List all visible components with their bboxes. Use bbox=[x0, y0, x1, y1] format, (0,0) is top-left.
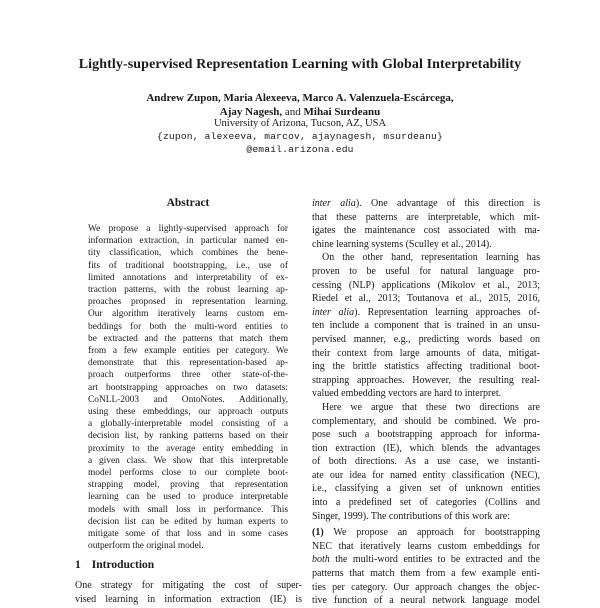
text-line: from a few example entities per category. We bbox=[88, 346, 288, 357]
text-line: decision list can be edited by human experts to bbox=[88, 516, 288, 527]
text-line: inter alia). One advantage of this direction is bbox=[312, 198, 540, 209]
text-line: One strategy for mitigating the cost of super- bbox=[75, 580, 302, 592]
text-line: cessing (NLP) applications (Mikolov et al., 2013; bbox=[312, 279, 540, 291]
text-line: be extracted and the patterns that match them bbox=[88, 333, 288, 344]
paragraph bbox=[312, 401, 540, 523]
affiliation: University of Arizona, Tucson, AZ, USA bbox=[213, 118, 387, 130]
author-line-2 bbox=[30, 105, 570, 119]
paragraph bbox=[312, 251, 540, 401]
right-column bbox=[312, 197, 540, 608]
text-line: Our algorithm iteratively learns custom em- bbox=[88, 309, 288, 320]
section-title: Introduction bbox=[91, 559, 155, 572]
text-line: fits of traditional bootstrapping, i.e., use of bbox=[88, 260, 288, 271]
text-line: On the other hand, representation learning has bbox=[322, 252, 540, 264]
text-line: into a predefined set of categories (Collins and bbox=[312, 497, 540, 509]
paper-header bbox=[30, 56, 570, 157]
text-line: proaches proposed in representation learning. bbox=[88, 297, 288, 308]
text-line: that these patterns are interpretable, which mit- bbox=[312, 211, 540, 223]
text-line: Riedel et al., 2013; Toutanova et al., 2015, 2016, bbox=[312, 293, 540, 305]
author-conjunction: and bbox=[284, 105, 301, 118]
text-line: model performs close to our complete boot- bbox=[88, 468, 288, 479]
text-line: their context from large amounts of data, mitigat- bbox=[312, 347, 540, 359]
text-line: ten include a component that is trained in an unsu- bbox=[312, 320, 540, 332]
text-line: strapping approaches. However, the resulting real- bbox=[312, 374, 540, 386]
text-line: ties per category. Our approach changes the objec- bbox=[312, 581, 540, 593]
text-line: of both directions. As a use case, we instanti- bbox=[312, 456, 540, 468]
text-line: ing the brittle statistics affecting traditional boot- bbox=[312, 361, 540, 373]
author-name: Mihai Surdeanu bbox=[303, 105, 381, 118]
abstract-heading: Abstract bbox=[166, 197, 210, 209]
text-line: art bootstrapping approaches on two datasets: bbox=[88, 382, 288, 393]
text-line: models with small loss in performance. This bbox=[88, 504, 288, 515]
text-line: pervised manner, e.g., predicting words based on bbox=[312, 333, 540, 345]
text-line: chine learning systems (Sculley et al., 2014). bbox=[312, 238, 492, 250]
author-name: Ajay Nagesh, bbox=[219, 105, 283, 118]
text-line: inter alia). Representation learning approaches of- bbox=[312, 306, 540, 318]
text-line: vised learning in information extraction (IE) is bbox=[75, 594, 302, 606]
text-line: using these embeddings, our approach outputs bbox=[88, 407, 288, 418]
text-line: valued embedding vectors are hard to interpret. bbox=[312, 388, 502, 400]
text-line: ate our idea for named entity classification (NEC), bbox=[312, 469, 540, 481]
text-line: mitigate some of that loss and in some cases bbox=[88, 529, 288, 540]
text-line: i.e., classifying a given set of unknown entities bbox=[312, 483, 540, 495]
text-line: igates the maintenance cost associated with ma- bbox=[312, 225, 540, 237]
text-line: CoNLL-2003 and OntoNotes. Additionally, bbox=[88, 394, 288, 405]
text-line: tive function of a neural network language model bbox=[312, 595, 540, 607]
text-line: information extraction, in particular named en- bbox=[88, 236, 288, 247]
text-line: a given class. We show that this interpretable bbox=[88, 455, 288, 466]
text-line: patterns that match them from a few example enti- bbox=[312, 568, 540, 580]
section-number: 1 bbox=[75, 559, 81, 572]
text-line: limited annotations and interpretability of ex- bbox=[88, 272, 288, 283]
paragraph bbox=[312, 526, 540, 608]
text-line: learning can be used to produce interpretable bbox=[88, 492, 288, 503]
text-line: Singer, 1999). The contributions of this work are: bbox=[312, 510, 510, 522]
text-line: both the multi-word entities to be extracted and the bbox=[312, 554, 540, 566]
text-line: a globally-interpretable model consisting of a bbox=[88, 419, 288, 430]
text-line: decision list, by ranking patterns based on their bbox=[88, 431, 288, 442]
text-line: tion extraction (IE), which blends the advantages bbox=[312, 442, 540, 454]
paper-title: Lightly-supervised Representation Learning with Global Interpretability bbox=[78, 57, 522, 72]
introduction-text bbox=[75, 579, 302, 606]
abstract-text bbox=[88, 223, 288, 552]
section-heading-introduction bbox=[75, 558, 302, 572]
text-line: (1) We propose an approach for bootstrapping bbox=[312, 527, 540, 539]
text-line: NEC that iteratively learns custom embeddings for bbox=[312, 540, 540, 552]
text-line: Here we argue that these two directions are bbox=[322, 401, 540, 413]
text-line: pose such a bootstrapping approach for informa- bbox=[312, 429, 540, 441]
text-line: demonstrate that this representation-based ap- bbox=[88, 358, 288, 369]
text-line: proximity to the average entity embedding in bbox=[88, 443, 288, 454]
paragraph bbox=[312, 197, 540, 251]
text-line: strapping model, proving that representation bbox=[88, 480, 288, 491]
author-line-1: Andrew Zupon, Maria Alexeeva, Marco A. Valenzuela-Escárcega, bbox=[146, 92, 454, 104]
left-column bbox=[75, 196, 302, 607]
text-line: outperform the original model. bbox=[88, 541, 204, 552]
text-line: beddings for both the multi-word entities to bbox=[88, 321, 288, 332]
text-line: proven to be useful for natural language pro- bbox=[312, 265, 540, 277]
email-usernames: {zupon, alexeeva, marcov, ajaynagesh, msurdeanu} bbox=[157, 131, 443, 143]
email-domain: @email.arizona.edu bbox=[246, 143, 354, 155]
text-line: traction patterns, with the robust learning ap- bbox=[88, 285, 288, 296]
text-line: We propose a lightly-supervised approach for bbox=[88, 224, 288, 234]
text-line: complementary, and should be combined. We pro- bbox=[312, 415, 540, 427]
text-line: tity classification, which combines the bene- bbox=[88, 248, 288, 259]
text-line: proach outperforms three other state-of-the- bbox=[88, 370, 288, 381]
